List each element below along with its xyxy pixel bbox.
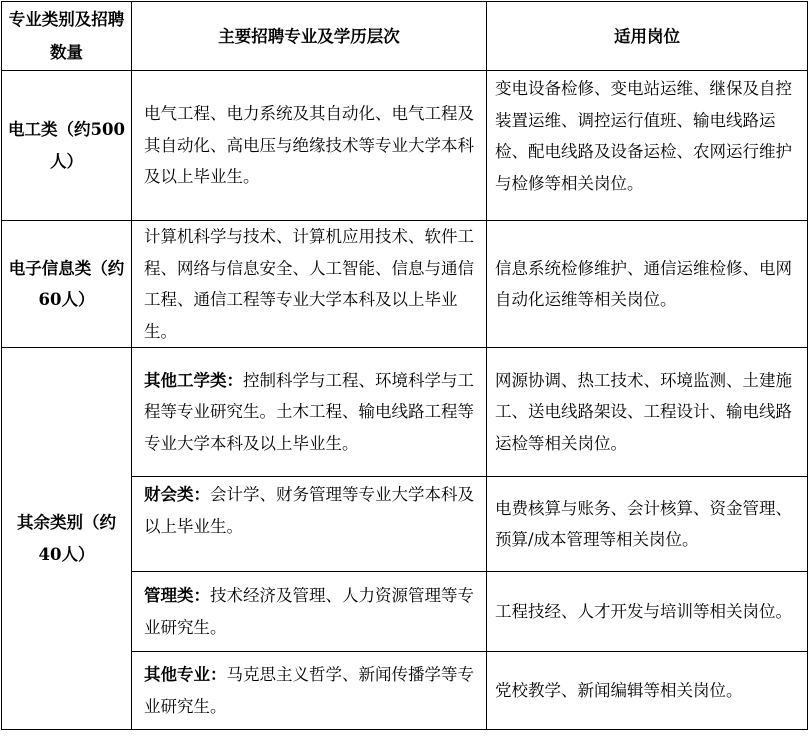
majors-text: 会计学、财务管理等专业大学本科及以上毕业生。 bbox=[144, 485, 474, 536]
positions-cell: 网源协调、热工技术、环境监测、土建施工、送电线路架设、工程设计、输电线路运检等相关岗位。 bbox=[487, 348, 808, 477]
majors-text: 控制科学与工程、环境科学与工程等专业研究生。土木工程、输电线路工程等专业大学本科及以上毕业生。 bbox=[144, 370, 474, 453]
majors-cell bbox=[132, 652, 487, 730]
table-row-other-engineering bbox=[2, 348, 808, 477]
table-row-electrical bbox=[2, 71, 808, 221]
majors-text: 技术经济及管理、人力资源管理等专业研究生。 bbox=[144, 586, 474, 637]
recruitment-table bbox=[1, 1, 808, 730]
header-majors: 主要招聘专业及学历层次 bbox=[132, 2, 487, 71]
positions-cell: 党校教学、新闻编辑等相关岗位。 bbox=[487, 652, 808, 730]
positions-cell: 信息系统检修维护、通信运维检修、电网自动化运维等相关岗位。 bbox=[487, 221, 808, 348]
majors-cell: 计算机科学与技术、计算机应用技术、软件工程、网络与信息安全、人工智能、信息与通信工程、通信工程等专业大学本科及以上毕业生。 bbox=[132, 221, 487, 348]
majors-cell bbox=[132, 572, 487, 652]
category-cell: 其余类别（约40人） bbox=[2, 348, 132, 730]
table-row-electronic-info bbox=[2, 221, 808, 348]
header-category: 专业类别及招聘数量 bbox=[2, 2, 132, 71]
positions-cell: 工程技经、人才开发与培训等相关岗位。 bbox=[487, 572, 808, 652]
subcategory-label: 财会类： bbox=[144, 485, 210, 504]
majors-cell bbox=[132, 348, 487, 477]
category-cell: 电子信息类（约60人） bbox=[2, 221, 132, 348]
subcategory-label: 管理类： bbox=[144, 586, 210, 605]
majors-text: 马克思主义哲学、新闻传播学等专业研究生。 bbox=[144, 665, 474, 716]
positions-cell: 变电设备检修、变电站运维、继保及自控装置运维、调控运行值班、输电线路运检、配电线路及设备运检、农网运行维护与检修等相关岗位。 bbox=[487, 71, 808, 221]
header-row bbox=[2, 2, 808, 71]
header-positions: 适用岗位 bbox=[487, 2, 808, 71]
subcategory-label: 其他专业： bbox=[144, 665, 227, 684]
positions-cell: 电费核算与账务、会计核算、资金管理、预算/成本管理等相关岗位。 bbox=[487, 477, 808, 572]
category-cell: 电工类（约500人） bbox=[2, 71, 132, 221]
subcategory-label: 其他工学类： bbox=[144, 370, 243, 390]
majors-cell: 电气工程、电力系统及其自动化、电气工程及其自动化、高电压与绝缘技术等专业大学本科及以上毕业生。 bbox=[132, 71, 487, 221]
majors-cell bbox=[132, 477, 487, 572]
